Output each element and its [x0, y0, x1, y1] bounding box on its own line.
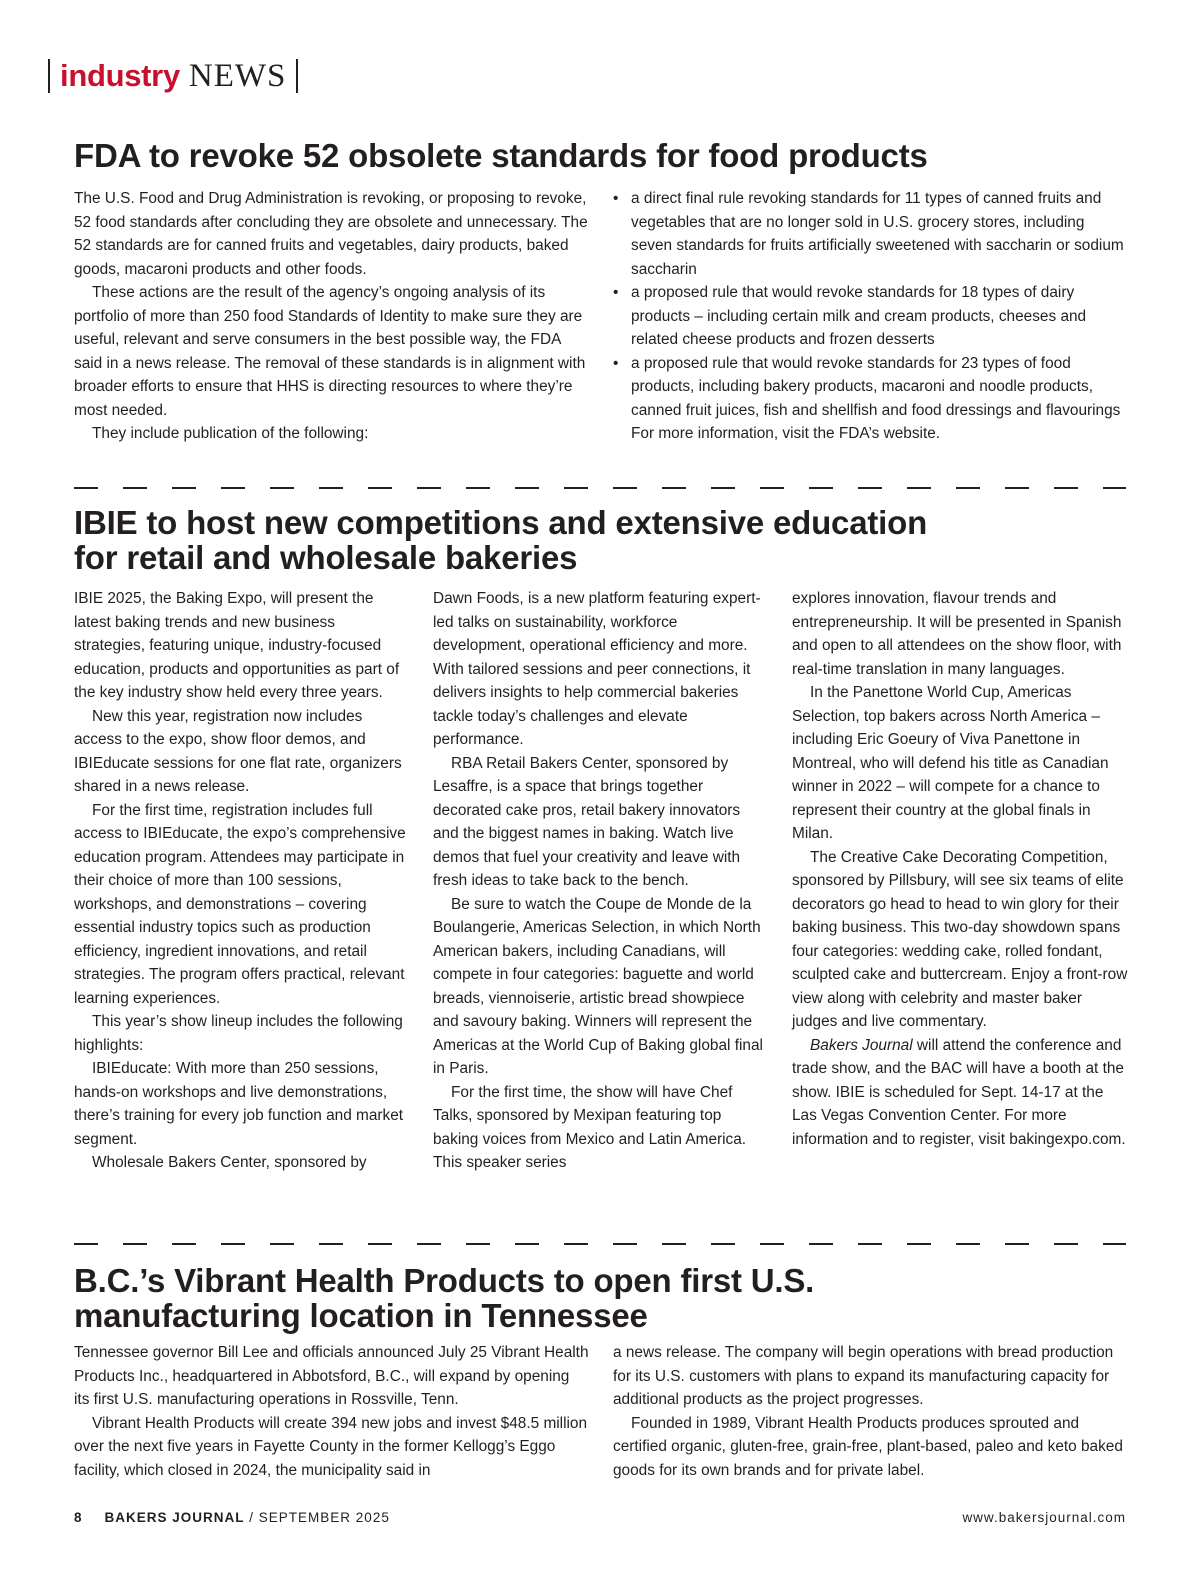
- paragraph: Vibrant Health Products will create 394 new jobs and invest $48.5 million over the next five years in Fayette County in the former Kellogg’s Eggo facility, which closed in 2024, the municipality said in: [74, 1414, 588, 1479]
- section-header: [48, 56, 298, 96]
- article-ibie-headline: [74, 505, 1126, 575]
- section-title: [60, 58, 286, 95]
- article-ibie-column-1: [74, 587, 409, 1175]
- paragraph: New this year, registration now includes access to the expo, show floor demos, and IBIEducate sessions for one flat rate, organizers shared in a news release.: [74, 707, 402, 795]
- article-vibrant-headline: [74, 1263, 1126, 1333]
- paragraph: The U.S. Food and Drug Administration is revoking, or proposing to revoke, 52 food standards after concluding they are obsolete and unnecessary. The 52 standards are for canned fruits and vegetables, dairy products, baked goods, macaroni products and other foods.: [74, 190, 588, 278]
- article-fda-column-1: [74, 187, 589, 446]
- headline-line: B.C.’s Vibrant Health Products to open first U.S.: [74, 1262, 815, 1299]
- article-vibrant-health: [74, 1263, 1126, 1493]
- article-fda-column-2: [613, 187, 1126, 446]
- article-ibie-column-2: [433, 587, 768, 1175]
- paragraph-text: will attend the conference and trade show, and the BAC will have a booth at the show. IBIE is scheduled for Sept. 14-17 at the Las Vegas Convention Center. For more information and to register, visit bakingexpo.com.: [792, 1036, 1126, 1148]
- article-fda-headline: FDA to revoke 52 obsolete standards for food products: [74, 137, 928, 174]
- section-title-news: NEWS: [188, 57, 287, 94]
- headline-line: IBIE to host new competitions and extensive education: [74, 504, 928, 541]
- article-vibrant-column-2: [613, 1341, 1126, 1482]
- paragraph: IBIE 2025, the Baking Expo, will present the latest baking trends and new business strategies, featuring unique, industry-focused education, products and opportunities as part of the key industry show held every three years.: [74, 590, 400, 701]
- header-bar-left: [48, 59, 50, 93]
- paragraph: The Creative Cake Decorating Competition, sponsored by Pillsbury, will see six teams of elite decorators go head to head to win glory for their baking business. This two-day showdown spans four categories: wedding cake, rolled fondant, sculpted cake and buttercream. Enjoy a front-row view along with celebrity and master baker judges and live commentary.: [792, 848, 1128, 1030]
- paragraph: They include publication of the following:: [92, 425, 369, 442]
- paragraph: Be sure to watch the Coupe de Monde de la Boulangerie, Americas Selection, in which North American bakers, including Canadians, will compete in four categories: baguette and world breads, viennoiserie, artistic bread showpiece and savoury baking. Winners will represent the Americas at the World Cup of Baking global final in Paris.: [433, 895, 763, 1077]
- publication-title: BAKERS JOURNAL: [104, 1510, 245, 1525]
- section-title-industry: industry: [60, 57, 180, 93]
- publication-name: Bakers Journal: [810, 1036, 913, 1054]
- article-ibie: [74, 505, 1126, 1225]
- article-fda: [74, 138, 1126, 478]
- bullet-item: • a proposed rule that would revoke standards for 18 types of dairy products – including certain milk and cream products, cheeses and related cheese products and frozen desserts: [613, 281, 1126, 352]
- header-bar-right: [296, 59, 298, 93]
- headline-line: for retail and wholesale bakeries: [74, 539, 578, 576]
- bullet-item: • a proposed rule that would revoke standards for 23 types of food products, including bakery products, macaroni and noodle products, canned fruit juices, fish and shellfish and food dressings and flavourings: [613, 352, 1126, 423]
- article-ibie-column-3: [792, 587, 1128, 1175]
- paragraph: Dawn Foods, is a new platform featuring expert-led talks on sustainability, workforce development, operational efficiency and more. With tailored sessions and peer connections, it delivers insights to help commercial bakeries tackle today’s challenges and elevate performance.: [433, 590, 761, 748]
- paragraph: a news release. The company will begin operations with bread production for its U.S. customers with plans to expand its manufacturing capacity for additional products as the project progresses.: [613, 1344, 1114, 1408]
- paragraph: RBA Retail Bakers Center, sponsored by Lesaffre, is a space that brings together decorated cake pros, retail bakery innovators and the biggest names in baking. Watch live demos that fuel your creativity and leave with fresh ideas to take back to the bench.: [433, 754, 741, 889]
- paragraph: In the Panettone World Cup, Americas Selection, top bakers across North America – including Eric Goeury of Viva Panettone in Montreal, who will defend his title as Canadian winner in 2022 – will compete for a chance to represent their country at the global finals in Milan.: [792, 684, 1109, 842]
- paragraph: Tennessee governor Bill Lee and officials announced July 25 Vibrant Health Products Inc., headquartered in Abbotsford, B.C., will expand by opening its first U.S. manufacturing operations in Rossville, Tenn.: [74, 1344, 589, 1408]
- article-fda-bullet-list: [613, 187, 1126, 422]
- page-footer: [74, 1510, 1126, 1525]
- paragraph: These actions are the result of the agency’s ongoing analysis of its portfolio of more than 250 food Standards of Identity to make sure they are useful, relevant and serve consumers in the best possible way, the FDA said in a news release. The removal of these standards is in alignment with broader efforts to ensure that HHS is directing resources to where they’re most needed.: [74, 284, 586, 419]
- footer-left: [74, 1510, 390, 1525]
- bullet-item: • a direct final rule revoking standards for 11 types of canned fruits and vegetables that are no longer sold in U.S. grocery stores, including seven standards for fruits artificially sweetened with saccharin or sodium saccharin: [613, 187, 1126, 281]
- section-divider: [74, 487, 1126, 489]
- page-number: 8: [74, 1510, 83, 1525]
- website-link[interactable]: www.bakersjournal.com: [962, 1510, 1126, 1525]
- paragraph: For more information, visit the FDA’s website.: [631, 425, 941, 442]
- paragraph: For the first time, the show will have Chef Talks, sponsored by Mexipan featuring top baking voices from Mexico and Latin America. This speaker series: [433, 1083, 747, 1171]
- paragraph: For the first time, registration includes full access to IBIEducate, the expo’s comprehensive education program. Attendees may participate in their choice of more than 100 sessions, workshops, and demonstrations – covering essential industry topics such as production efficiency, ingredient innovations, and retail strategies. The program offers practical, relevant learning experiences.: [74, 801, 406, 1007]
- paragraph: This year’s show lineup includes the following highlights:: [74, 1013, 403, 1054]
- paragraph: [792, 1034, 1128, 1152]
- paragraph: explores innovation, flavour trends and entrepreneurship. It will be presented in Spanish and open to all attendees on the show floor, with real-time translation in many languages.: [792, 590, 1122, 678]
- section-divider: [74, 1243, 1126, 1245]
- issue-date: / SEPTEMBER 2025: [244, 1510, 390, 1525]
- headline-line: manufacturing location in Tennessee: [74, 1297, 648, 1334]
- article-vibrant-column-1: [74, 1341, 589, 1482]
- paragraph: IBIEducate: With more than 250 sessions, hands-on workshops and live demonstrations, there’s training for every job function and market segment.: [74, 1060, 404, 1148]
- paragraph: Wholesale Bakers Center, sponsored by: [92, 1154, 367, 1171]
- paragraph: Founded in 1989, Vibrant Health Products produces sprouted and certified organic, gluten-free, grain-free, plant-based, paleo and keto baked goods for its own brands and for private label.: [613, 1414, 1123, 1479]
